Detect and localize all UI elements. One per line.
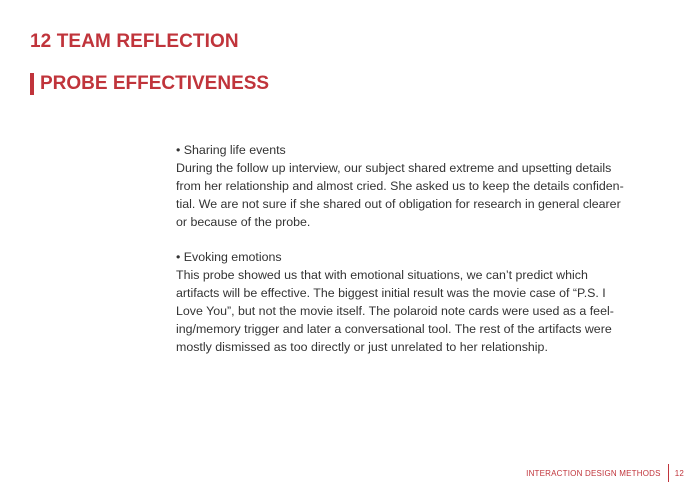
section-title: 12 TEAM REFLECTION [30, 31, 239, 52]
block-heading: • Sharing life events [176, 143, 286, 157]
page-number: 12 [674, 468, 684, 478]
text-block-sharing-life-events [176, 141, 626, 231]
text-block-evoking-emotions [176, 248, 626, 356]
footer-label: INTERACTION DESIGN METHODS [526, 468, 661, 478]
subtitle: PROBE EFFECTIVENESS [40, 73, 270, 94]
block-heading: • Evoking emotions [176, 250, 282, 264]
page-footer [526, 464, 684, 482]
block-paragraph: This probe showed us that with emotional situations, we can’t predict which artifacts will be effective. The biggest initial result was the movie case of “P.S. I Love You”, but not the movie itself. The polaroid note cards were used as a feel-ing/memory trigger and later a conversational tool. The rest of the artifacts were mostly dismissed as too directly or just unrelated to her relationship. [176, 268, 614, 354]
footer-divider [668, 464, 669, 482]
subtitle-group [30, 73, 269, 95]
subtitle-accent-bar [30, 73, 34, 95]
content-body [176, 141, 626, 373]
block-paragraph: During the follow up interview, our subject shared extreme and upsetting details from her relationship and almost cried. She asked us to keep the details confiden-tial. We are not sure if she shared out of obligation for research in general clearer or because of the probe. [176, 161, 624, 229]
